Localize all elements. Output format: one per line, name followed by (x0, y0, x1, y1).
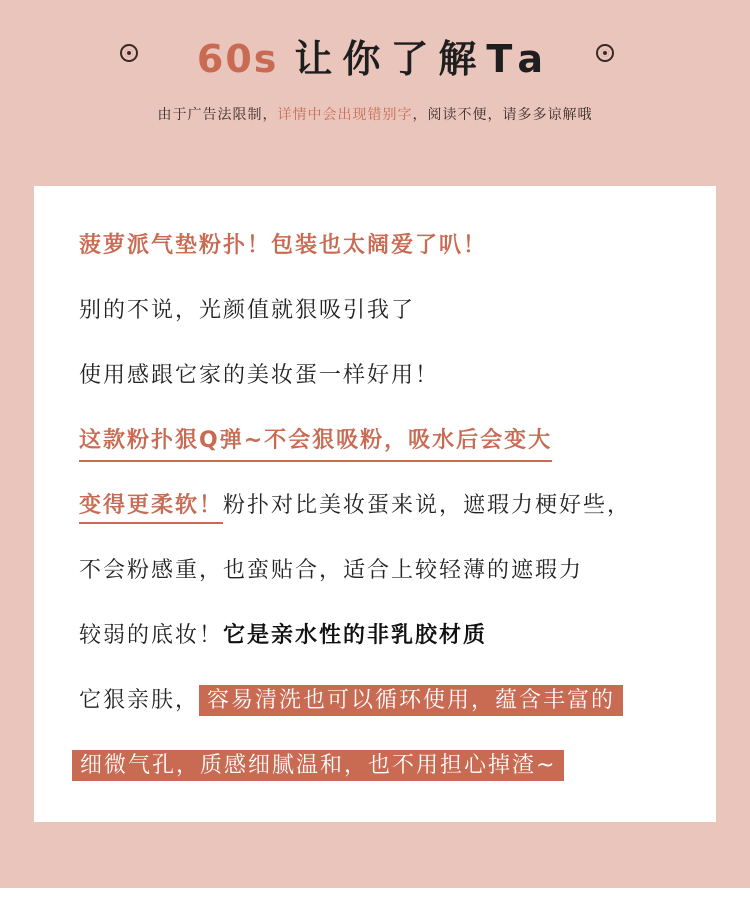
text-line (72, 751, 564, 781)
text-line: 别的不说，光颜值就狠吸引我了 (79, 298, 416, 323)
text-line (79, 686, 623, 716)
circle-ornament-icon (596, 44, 614, 62)
text-phrase: 它狠亲肤， (79, 688, 200, 713)
text-phrase: 较弱的底妆！ (79, 623, 224, 648)
headline-line: 菠萝派气垫粉扑！包装也太阔爱了叭！ (79, 233, 488, 258)
title-text: 让你了解Ta (294, 36, 554, 81)
ad-law-disclaimer (0, 104, 750, 124)
underlined-line: 这款粉扑狠Q弹~不会狠吸粉，吸水后会变大 (79, 426, 552, 462)
section-header (0, 30, 750, 80)
bold-phrase: 它是亲水性的非乳胶材质 (223, 623, 488, 648)
disclaimer-pre: 由于广告法限制， (157, 107, 278, 123)
highlighted-phrase: 细微气孔，质感细腻温和，也不用担心掉渣~ (72, 750, 564, 781)
text-line: 不会粉感重，也蛮贴合，适合上较轻薄的遮瑕力 (79, 558, 584, 583)
text-line: 使用感跟它家的美妆蛋一样好用！ (79, 363, 440, 388)
description-card (34, 186, 716, 822)
text-line (79, 491, 631, 521)
highlighted-phrase: 容易清洗也可以循环使用，蕴含丰富的 (199, 685, 623, 716)
disclaimer-accent: 详情中会出现错别字 (277, 107, 413, 123)
section-title (197, 28, 553, 83)
underlined-phrase: 变得更柔软！ (79, 493, 223, 524)
title-accent: 60s (196, 36, 279, 81)
text-phrase: 粉扑对比美妆蛋来说，遮瑕力梗好些， (223, 493, 632, 518)
text-line (79, 621, 487, 651)
disclaimer-post: ，阅读不便，请多多谅解哦 (412, 107, 593, 123)
